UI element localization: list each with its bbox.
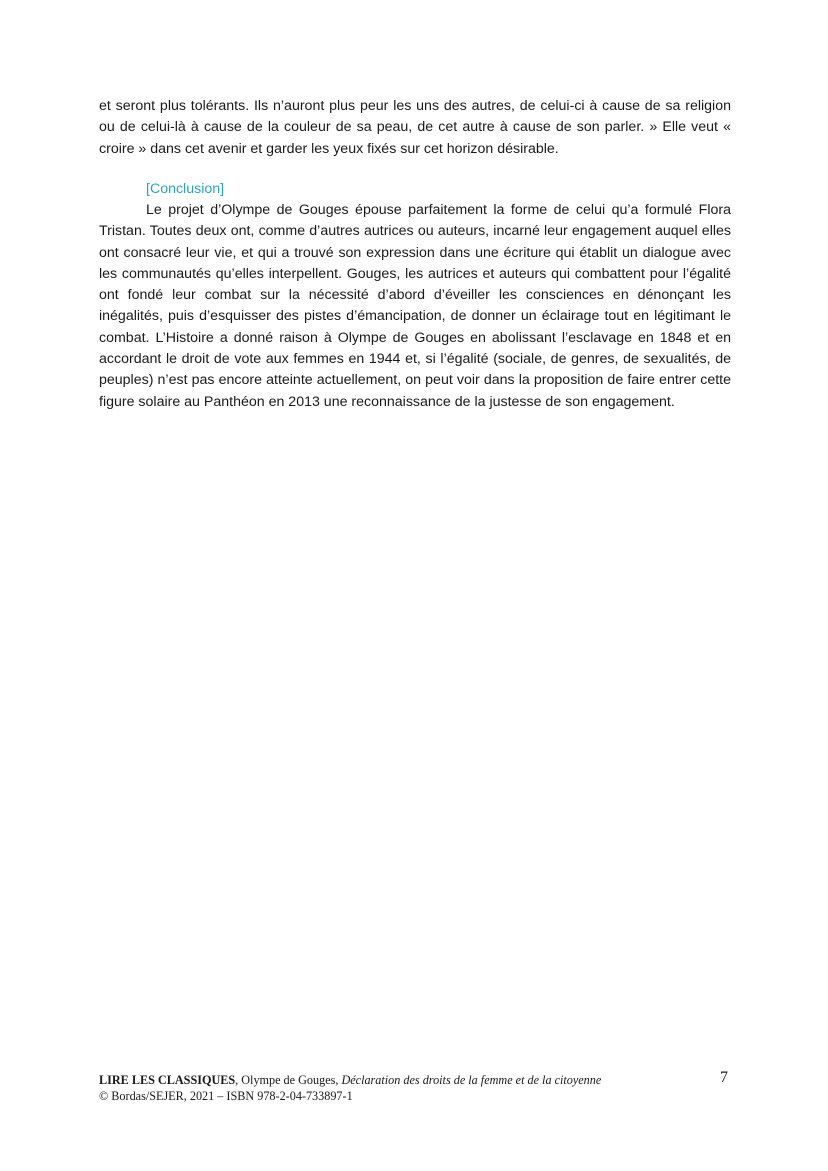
footer-copyright: © Bordas/SEJER, 2021 – ISBN 978-2-04-733897-1 [99, 1089, 353, 1103]
body-paragraph-conclusion: Le projet d’Olympe de Gouges épouse parfaitement la forme de celui qu’a formulé Flora Tristan. Toutes deux ont, comme d’autres autrices ou auteurs, incarné leur engagement auquel elles ont consacré leur vie, et qui a trouvé son expression dans une écriture qui établit un dialogue avec les communautés qu’elles interpellent. Gouges, les autrices et auteurs qui combattent pour l’égalité ont fondé leur combat sur la nécessité d’abord d’éveiller les consciences en dénonçant les inégalités, puis d’esquisser des pistes d’émancipation, de donner un éclairage tout en légitimant le combat. L’Histoire a donné raison à Olympe de Gouges en abolissant l’esclavage en 1848 et en accordant le droit de vote aux femmes en 1944 et, si l’égalité (sociale, de genres, de sexualités, de peuples) n’est pas encore atteinte actuellement, on peut voir dans la proposition de faire entrer cette figure solaire au Panthéon en 2013 une reconnaissance de la justesse de son engagement. [99, 202, 731, 410]
footer-series-name: LIRE LES CLASSIQUES [99, 1073, 236, 1087]
page-number: 7 [720, 1069, 728, 1086]
page-footer [99, 1072, 731, 1104]
footer-work-title: Déclaration des droits de la femme et de la citoyenne [341, 1073, 602, 1087]
section-heading-conclusion: [Conclusion] [146, 181, 225, 197]
footer-citation [99, 1072, 731, 1088]
footer-author: , Olympe de Gouges, [235, 1073, 342, 1087]
body-paragraph-continuation: et seront plus tolérants. Ils n’auront plus peur les uns des autres, de celui-ci à cause de sa religion ou de celui-là à cause de la couleur de sa peau, de cet autre à cause de son parler. » Elle veut « croire » dans cet avenir et garder les yeux fixés sur cet horizon désirable. [99, 98, 731, 157]
